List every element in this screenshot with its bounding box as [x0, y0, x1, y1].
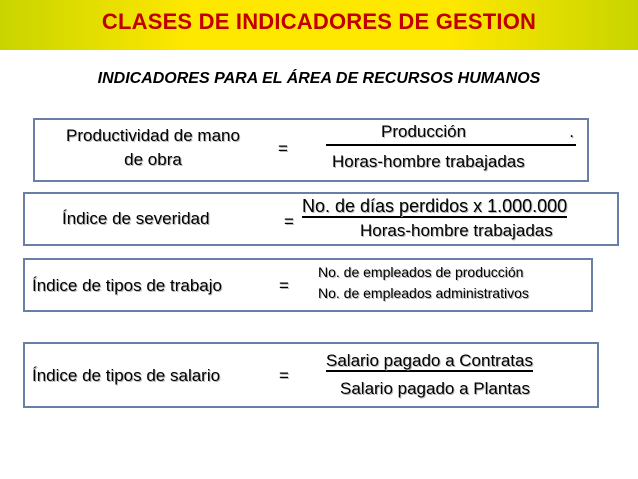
numerator-text: Producción — [381, 122, 467, 141]
formula-numerator — [302, 196, 567, 218]
numerator-text: No. de días perdidos x 1.000.000 — [302, 196, 568, 216]
numerator-end: . — [569, 122, 574, 141]
formula-numerator — [326, 122, 576, 146]
formula-denominator: Horas-hombre trabajadas — [360, 221, 553, 240]
equals-sign: = — [279, 276, 289, 295]
equals-sign: = — [284, 212, 294, 231]
indicator-name-line2: de obra — [124, 150, 182, 169]
formula-denominator: Salario pagado a Plantas — [340, 379, 530, 398]
numerator-text: Salario pagado a Contratas — [326, 351, 533, 370]
formula-numerator — [326, 351, 533, 372]
formula-denominator: Horas-hombre trabajadas — [332, 152, 525, 171]
section-subtitle: INDICADORES PARA EL ÁREA DE RECURSOS HUMANOS — [97, 70, 541, 87]
indicator-name: Índice de tipos de trabajo — [32, 276, 222, 295]
page-title: CLASES DE INDICADORES DE GESTION — [101, 9, 537, 34]
equals-sign: = — [278, 139, 288, 158]
formula-numerator: No. de empleados de producción — [318, 264, 524, 280]
indicator-name: Índice de tipos de salario — [32, 366, 221, 385]
indicator-name-line1: Productividad de mano — [66, 126, 240, 145]
equals-sign: = — [279, 366, 289, 385]
indicator-name: Índice de severidad — [62, 209, 210, 228]
formula-denominator: No. de empleados administrativos — [318, 285, 529, 301]
